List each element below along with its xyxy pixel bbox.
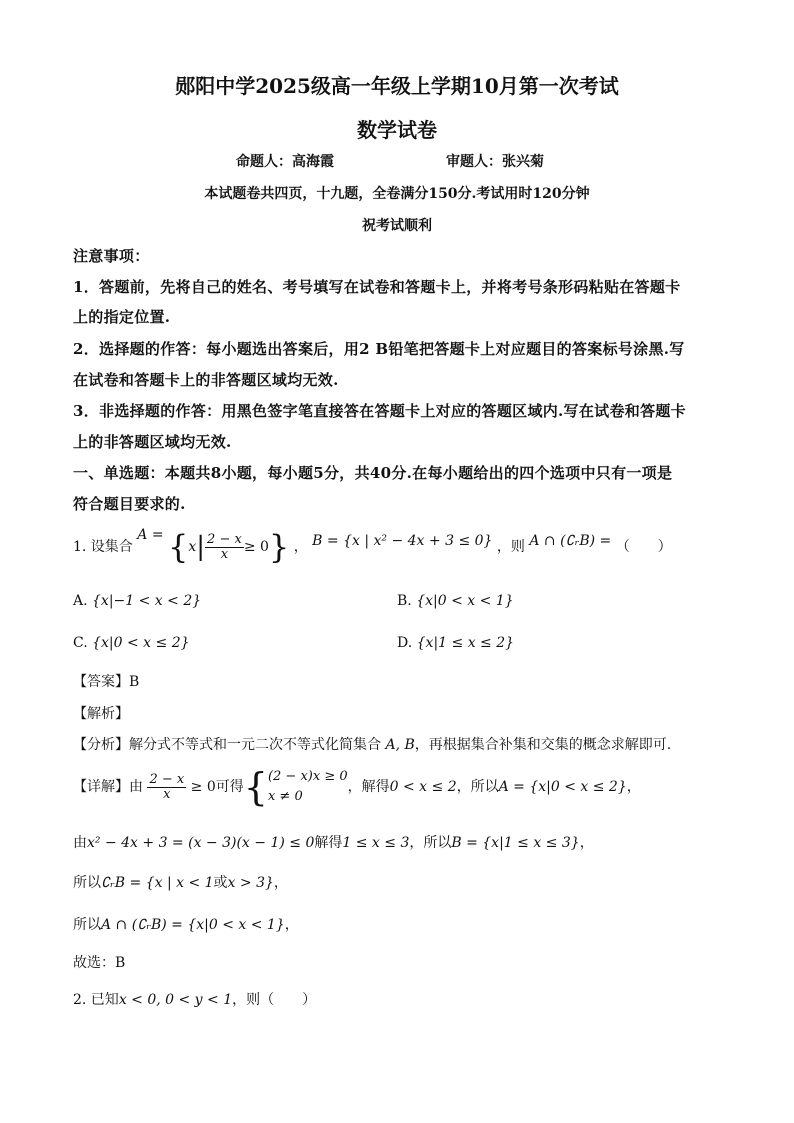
option-a: A. {x|−1 < x < 2} (73, 593, 202, 609)
reviewer-line: 审题人：张兴菊 (446, 154, 544, 170)
set-a-lhs: A = (137, 527, 169, 543)
detail-line-2: 由x² − 4x + 3 = (x − 3)(x − 1) ≤ 0解得1 ≤ x ≤ 3，所以B = {x|1 ≤ x ≤ 3}， (73, 835, 594, 851)
answer-line: 【答案】B (73, 674, 140, 690)
notice-item-3-line-1: 3．非选择题的作答：用黑色签字笔直接答在答题卡上对应的答题区域内.写在试卷和答题卡 (73, 402, 686, 420)
exam-info: 本试题卷共四页，十九题，全卷满分150分.考试用时120分钟 (204, 186, 590, 202)
exam-subject: 数学试卷 (357, 118, 437, 142)
notice-item-1-line-1: 1．答题前，先将自己的姓名、考号填写在试卷和答题卡上，并将考号条形码粘贴在答题卡 (73, 278, 681, 296)
notice-heading: 注意事项： (73, 247, 150, 265)
question-1-expression: A ∩ (∁ᵣB) = (529, 533, 612, 549)
set-a-var: x (188, 539, 197, 555)
wish-line: 祝考试顺利 (362, 218, 432, 234)
notice-item-1-line-2: 上的指定位置. (73, 308, 171, 326)
set-b-definition: B = {x | x² − 4x + 3 ≤ 0} (312, 533, 493, 549)
set-a-fraction: $\frac{2 - x}{x}$ (207, 531, 242, 562)
answer-blank: （ ） (615, 539, 672, 555)
question-2-stem: 2. 已知x < 0, 0 < y < 1，则（ ） (73, 992, 317, 1008)
option-c-text: {x|0 < x ≤ 2} (92, 635, 190, 651)
notice-item-3-line-2: 上的非答题区域均无效. (73, 433, 232, 451)
detail-line-3: 所以∁ᵣB = {x | x < 1或x > 3}， (73, 875, 288, 891)
notice-item-2-line-1: 2．选择题的作答：每小题选出答案后，用2 B铅笔把答题卡上对应题目的答案标号涂黑.写 (73, 340, 685, 358)
set-a-relation: ≥ 0 (243, 539, 269, 555)
option-b-text: {x|0 < x < 1} (416, 593, 514, 609)
detail-line-1: 【详解】由 $\frac{2 - x}{x}$ ≥ 0可得{ (2 − x)x ≥ 0 x ≠ 0 ，解得0 < x ≤ 2，所以A = {x|0 < x ≤ 2}， (73, 765, 641, 809)
separator-1: ， (293, 539, 308, 555)
setter-line: 命题人：高海霞 (236, 154, 334, 170)
notice-item-2-line-2: 在试卷和答题卡上的非答题区域均无效. (73, 371, 339, 389)
analysis-summary: 【分析】解分式不等式和一元二次不等式化简集合 A, B，再根据集合补集和交集的概念求解即可. (73, 737, 672, 753)
choose-line: 故选：B (73, 955, 126, 971)
option-d-text: {x|1 ≤ x ≤ 2} (416, 635, 515, 651)
question-1-stem: 1. 设集合 A = {x| $\frac{2 - x}{x}$ ≥ 0} ， B = {x | x² − 4x + 3 ≤ 0} ，则 A ∩ (∁ᵣB) = （ ） (73, 527, 672, 566)
question-2-condition: x < 0, 0 < y < 1 (118, 992, 233, 1008)
question-1-prefix: 1. 设集合 (73, 539, 133, 555)
detail-fraction: $\frac{2 - x}{x}$ (149, 771, 185, 802)
detail-line-4: 所以A ∩ (∁ᵣB) = {x|0 < x < 1}， (73, 917, 299, 933)
section-heading-line-2: 符合题目要求的. (73, 495, 186, 513)
option-c: C. {x|0 < x ≤ 2} (73, 635, 190, 651)
option-b: B. {x|0 < x < 1} (397, 593, 514, 609)
separator-2: ，则 (496, 539, 525, 555)
detail-system: (2 − x)x ≥ 0 x ≠ 0 (267, 769, 348, 804)
option-d: D. {x|1 ≤ x ≤ 2} (397, 635, 515, 651)
analysis-heading: 【解析】 (73, 706, 129, 722)
option-a-text: {x|−1 < x < 2} (92, 593, 202, 609)
section-heading-line-1: 一、单选题：本题共8小题，每小题5分，共40分.在每小题给出的四个选项中只有一项是 (73, 464, 673, 482)
page-title: 郧阳中学2025级高一年级上学期10月第一次考试 (175, 74, 619, 98)
